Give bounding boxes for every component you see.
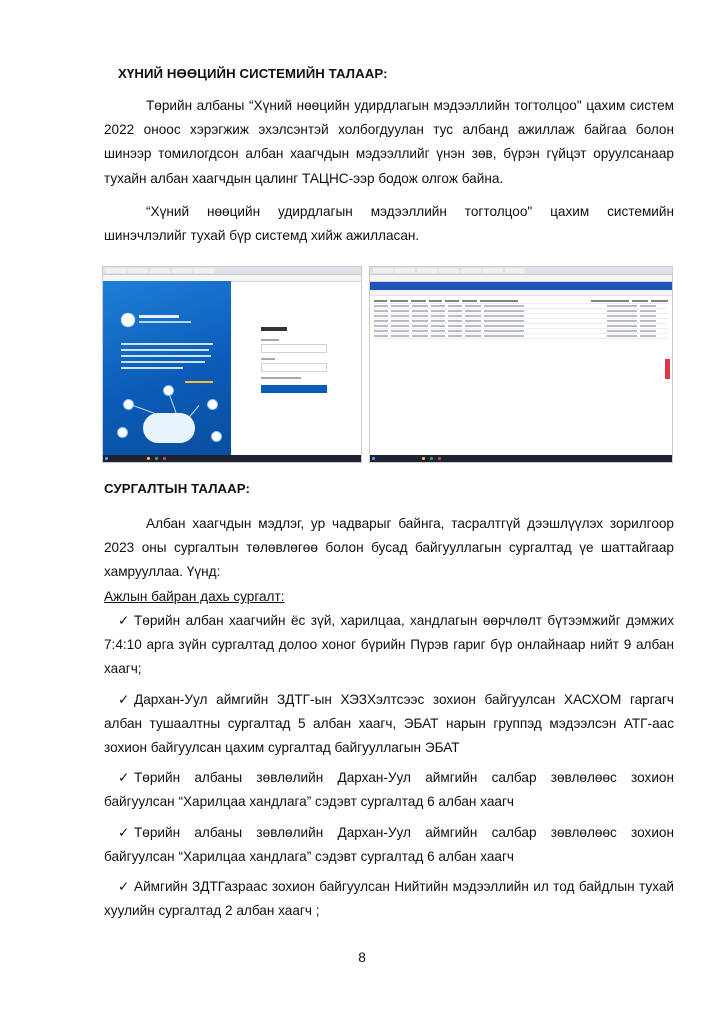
check-icon: ✓	[118, 824, 130, 840]
page-number: 8	[358, 950, 366, 965]
windows-taskbar-right	[370, 455, 672, 462]
check-icon: ✓	[118, 691, 130, 707]
training-subheading: Ажлын байран дахь сургалт:	[104, 589, 285, 604]
password-input[interactable]	[261, 363, 327, 372]
section-title-training: СУРГАЛТЫН ТАЛААР:	[104, 481, 251, 496]
login-banner-image	[103, 281, 231, 455]
section-title-hr-system: ХҮНИЙ НӨӨЦИЙН СИСТЕМИЙН ТАЛААР:	[118, 66, 388, 81]
login-button[interactable]	[261, 385, 327, 393]
employee-table	[374, 299, 668, 339]
hr-table-screenshot	[369, 266, 673, 463]
list-item: ✓ Төрийн албаны зөвлөлийн Дархан-Уул аймгийн салбар зөвлөлөөс зохион байгуулсан “Харилцаа хандлага” сэдэвт сургалтад 6 албан хаагч	[104, 766, 674, 814]
login-screenshot	[102, 266, 362, 463]
check-icon: ✓	[118, 613, 130, 628]
cloud-icon	[143, 413, 195, 443]
windows-taskbar	[103, 455, 361, 462]
app-header-bar	[370, 282, 672, 290]
check-icon: ✓	[118, 770, 130, 786]
check-icon: ✓	[118, 879, 130, 895]
list-item: ✓ Төрийн албан хаагчийн ёс зүй, харилцаа, хандлагын өөрчлөлт бүтээмжийг дэмжих 7:4:10 арга зүйн сургалтад долоо хоног бүрийн Пүрэв гариг бүр онлайнаар нийт 9 албан хаагч;	[104, 609, 674, 682]
login-form	[261, 327, 327, 393]
list-item: ✓ Төрийн албаны зөвлөлийн Дархан-Уул аймгийн салбар зөвлөлөөс зохион байгуулсан “Харилцаа хандлага” сэдэвт сургалтад 6 албан хаагч	[104, 821, 674, 869]
paragraph-training-intro: Албан хаагчдын мэдлэг, ур чадварыг байнга, тасралтгүй дээшлүүлэх зорилгоор 2023 оны сургалтын төлөвлөгөө болон бусад байгууллагын сургалтад үе шаттайгаар хамрууллаа. Үүнд:	[104, 516, 674, 580]
list-item: ✓ Дархан-Уул аймгийн ЗДТГ-ын ХЭЗХэлтсээс зохион байгуулсан ХАСХОМ гаргагч албан тушаалтны сургалтад 5 албан хаагч, ЭБАТ нарын группэд мэдээлсэн АТГ-аас зохион байгуулсан цахим сургалтад байгууллагын ЭБАТ	[104, 688, 674, 761]
username-input[interactable]	[261, 344, 327, 353]
training-list	[104, 609, 674, 929]
paragraph-hr-system-2: “Хүний нөөцийн удирдлагын мэдээллийн тогтолцоо" цахим системийн шинэчлэлийг тухай бүр системд хийж ажилласан.	[104, 204, 674, 244]
feedback-tab[interactable]	[665, 359, 670, 379]
paragraph-hr-system-1: Төрийн албаны “Хүний нөөцийн удирдлагын мэдээллийн тогтолцоо" цахим систем 2022 оноос хэрэгжиж эхэлсэнтэй холбогдуулан тус албанд ажиллаж байгаа болон шинээр томилогдсон албан хаагчдын мэдээллийг үнэн зөв, бүрэн гүйцэт оруулсанаар тухайн албан хаагчдын цалинг ТАЦНС-ээр бодож олгож байна.	[104, 98, 674, 186]
emblem-icon	[121, 313, 135, 327]
list-item: ✓ Аймгийн ЗДТГазраас зохион байгуулсан Нийтийн мэдээллийн ил тод байдлын тухай хуулийн сургалтад 2 албан хаагч ;	[104, 875, 674, 923]
